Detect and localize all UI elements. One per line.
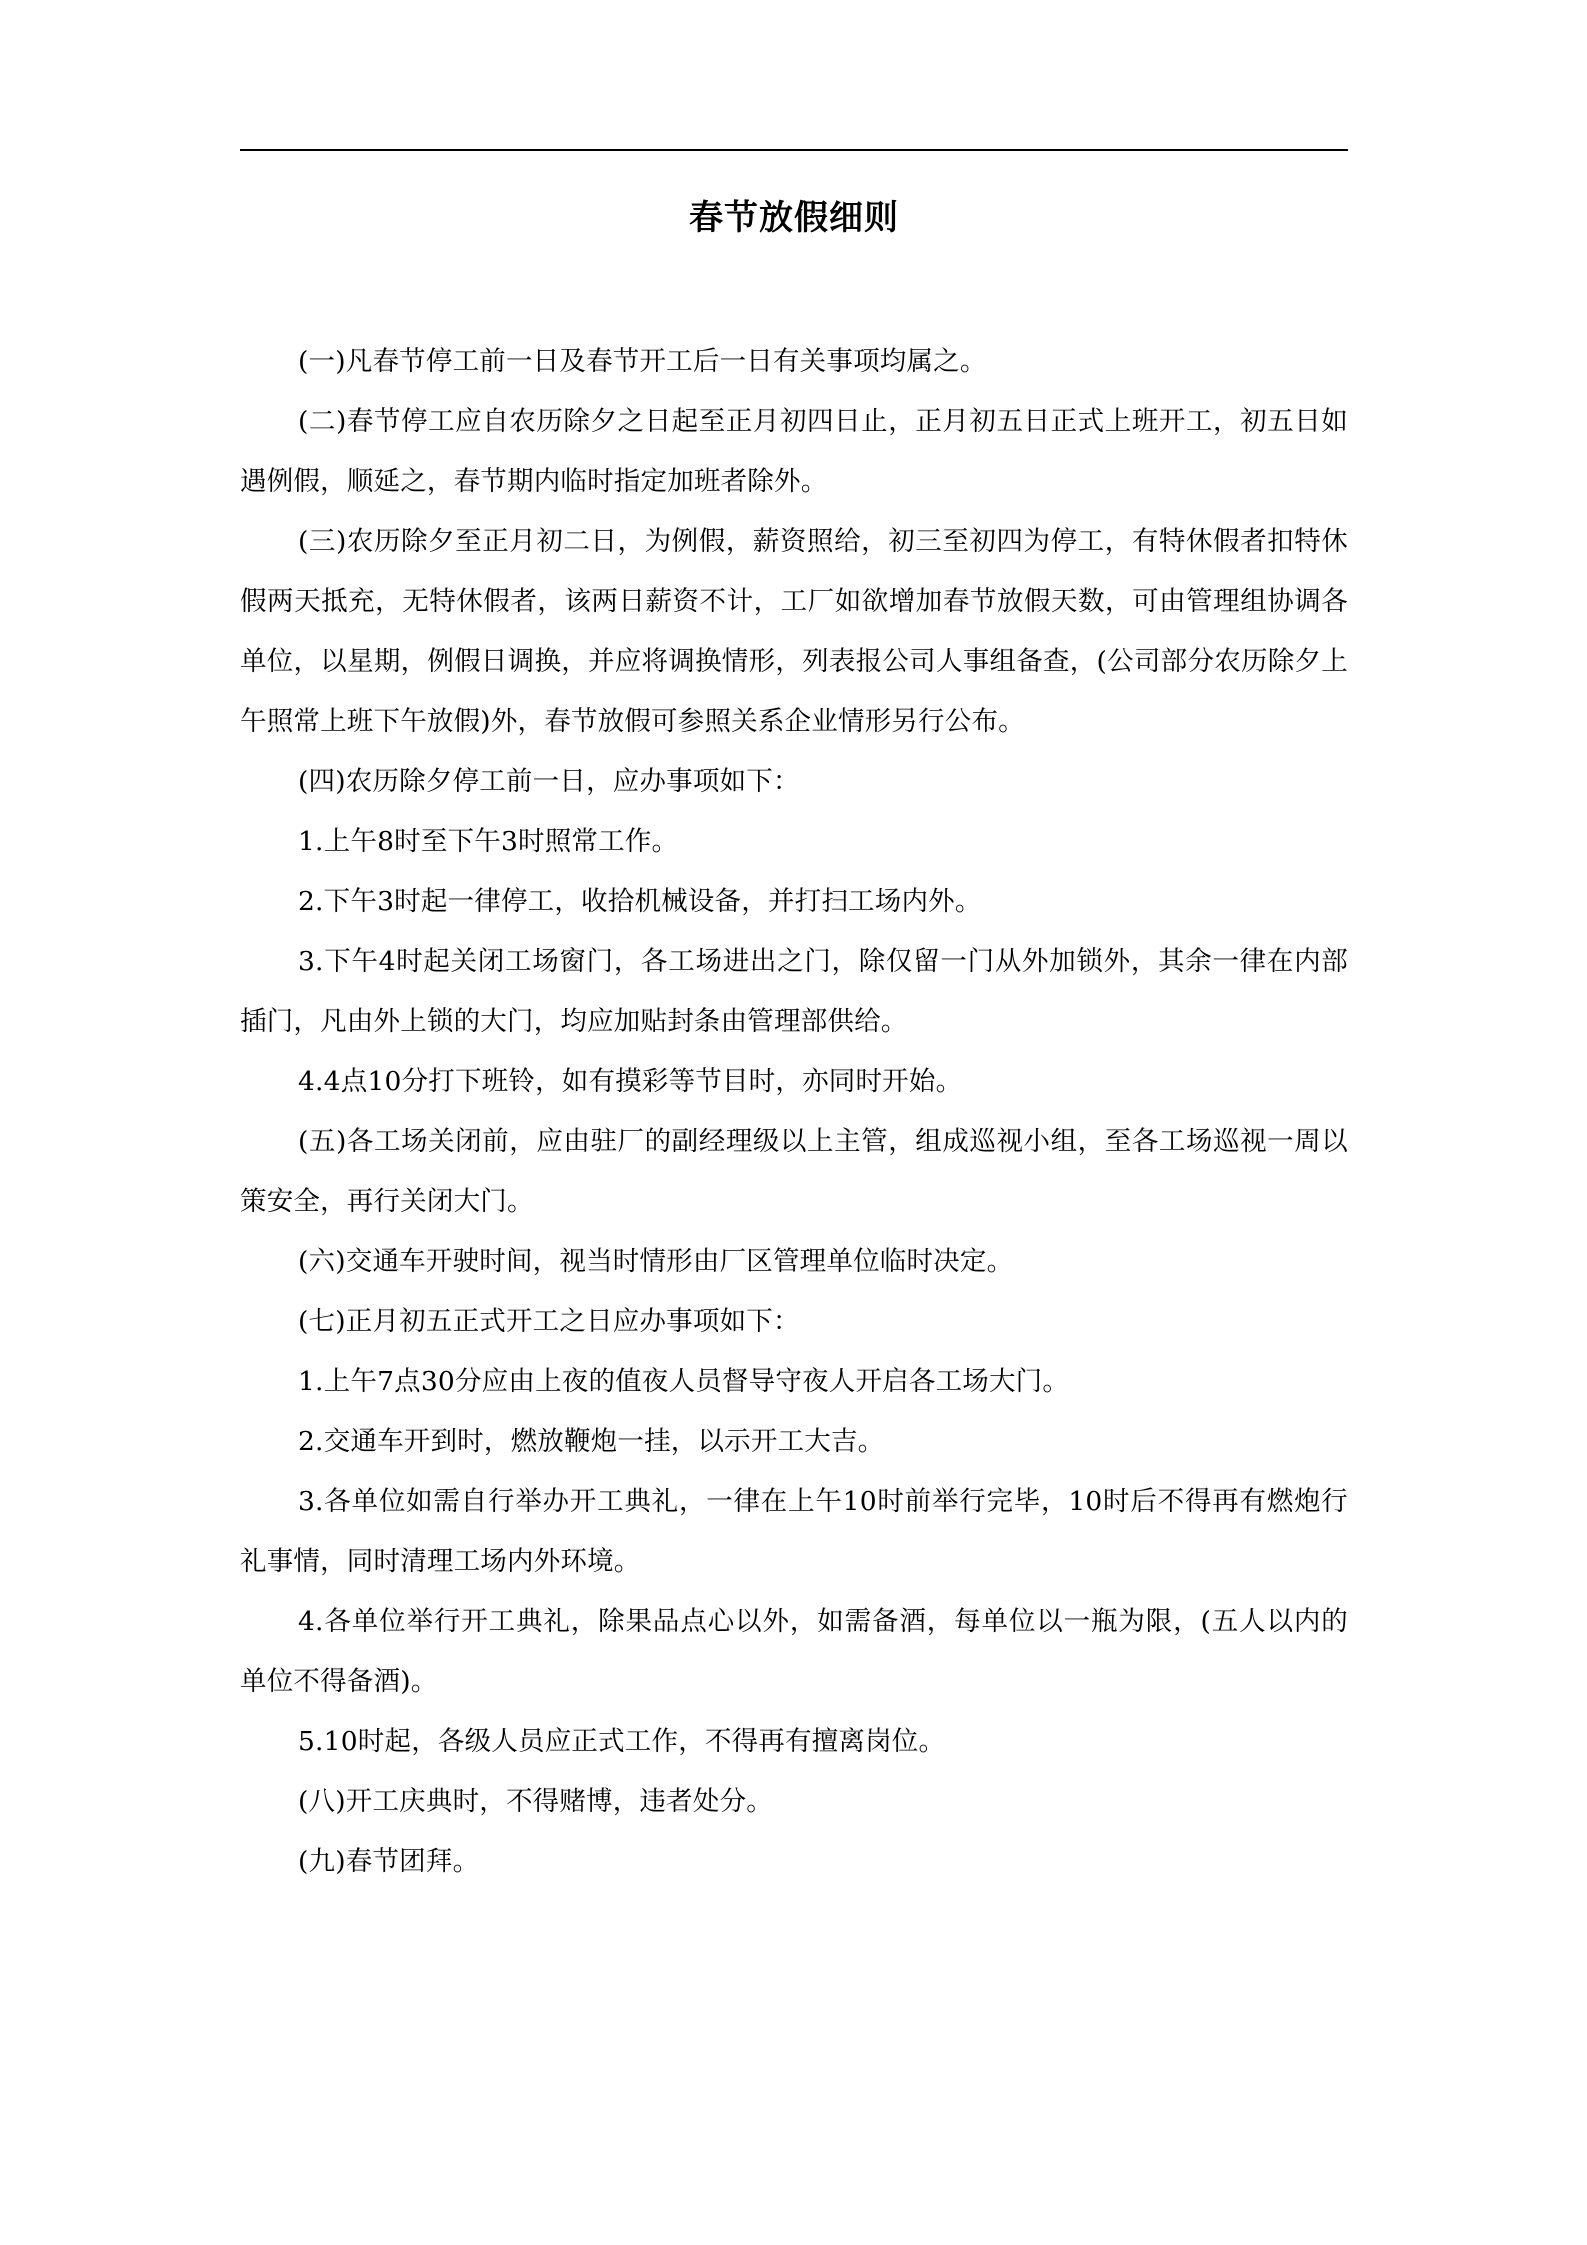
paragraph-5: (五)各工场关闭前，应由驻厂的副经理级以上主管，组成巡视小组，至各工场巡视一周以策安全，再行关闭大门。 — [240, 1126, 1348, 1217]
list-item-7-3: 3.各单位如需自行举办开工典礼，一律在上午10时前举行完毕，10时后不得再有燃炮行礼事情，同时清理工场内外环境。 — [240, 1486, 1348, 1577]
list-item-7-4: 4.各单位举行开工典礼，除果品点心以外，如需备酒，每单位以一瓶为限，(五人以内的单位不得备酒)。 — [240, 1606, 1348, 1697]
paragraph-3: (三)农历除夕至正月初二日，为例假，薪资照给，初三至初四为停工，有特休假者扣特休假两天抵充，无特休假者，该两日薪资不计，工厂如欲增加春节放假天数，可由管理组协调各单位，以星期，例假日调换，并应将调换情形，列表报公司人事组备查，(公司部分农历除夕上午照常上班下午放假)外，春节放假可参照关系企业情形另行公布。 — [240, 526, 1348, 737]
list-item-4-1: 1.上午8时至下午3时照常工作。 — [298, 826, 679, 857]
paragraph-4: (四)农历除夕停工前一日，应办事项如下： — [298, 766, 800, 797]
paragraph-7: (七)正月初五正式开工之日应办事项如下： — [298, 1306, 800, 1337]
list-item-7-1: 1.上午7点30分应由上夜的值夜人员督导守夜人开启各工场大门。 — [298, 1366, 1070, 1397]
list-item-4-4: 4.4点10分打下班铃，如有摸彩等节目时，亦同时开始。 — [298, 1066, 963, 1097]
header-rule — [240, 149, 1348, 151]
document-title: 春节放假细则 — [689, 198, 899, 238]
list-item-7-2: 2.交通车开到时，燃放鞭炮一挂，以示开工大吉。 — [298, 1426, 885, 1457]
list-item-4-3: 3.下午4时起关闭工场窗门，各工场进出之门，除仅留一门从外加锁外，其余一律在内部插门，凡由外上锁的大门，均应加贴封条由管理部供给。 — [240, 946, 1348, 1037]
paragraph-1: (一)凡春节停工前一日及春节开工后一日有关事项均属之。 — [298, 346, 987, 377]
paragraph-6: (六)交通车开驶时间，视当时情形由厂区管理单位临时决定。 — [298, 1246, 1014, 1277]
paragraph-8: (八)开工庆典时，不得赌博，违者处分。 — [298, 1786, 773, 1817]
list-item-7-5: 5.10时起，各级人员应正式工作，不得再有擅离岗位。 — [298, 1726, 946, 1757]
document-body — [240, 332, 1348, 1892]
list-item-4-2: 2.下午3时起一律停工，收拾机械设备，并打扫工场内外。 — [298, 886, 982, 917]
paragraph-2: (二)春节停工应自农历除夕之日起至正月初四日止，正月初五日正式上班开工，初五日如遇例假，顺延之，春节期内临时指定加班者除外。 — [240, 406, 1348, 497]
paragraph-9: (九)春节团拜。 — [298, 1846, 480, 1877]
